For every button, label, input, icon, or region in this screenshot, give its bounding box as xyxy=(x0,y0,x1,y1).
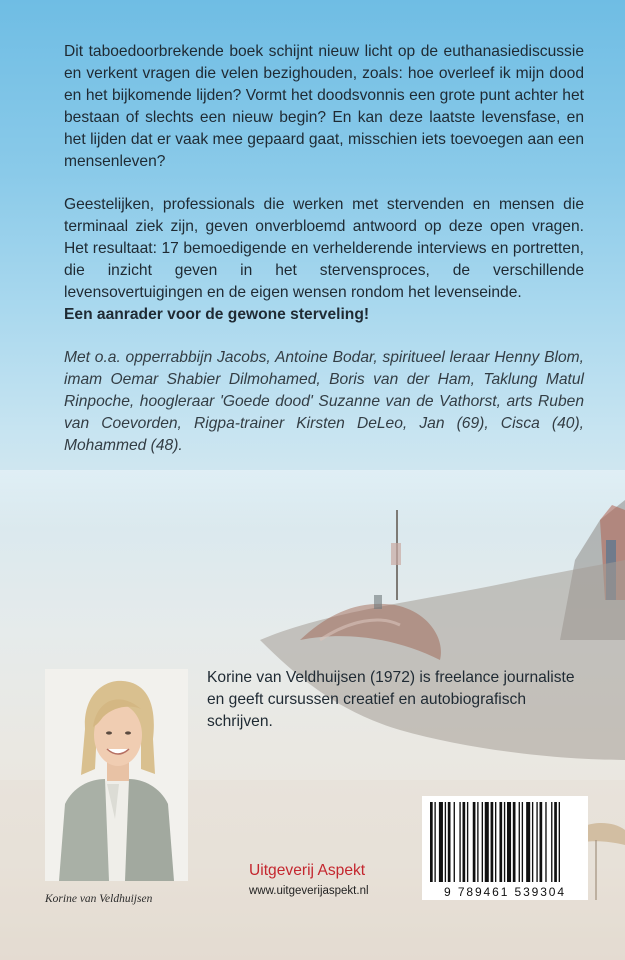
contributors-list: Met o.a. opperrabbijn Jacobs, Antoine Bodar, spiritueel leraar Henny Blom, imam Oemar Shabier Dilmohamed, Boris van der Ham, Taklung Matul Rinpoche, hoogleraar 'Goede dood' Suzanne van de Vathorst, arts Ruben van Coevorden, Rigpa-trainer Kirsten DeLeo, Jan (69), Cisca (40), Mohammed (48). xyxy=(64,349,584,454)
barcode-bars xyxy=(422,796,588,886)
publisher-website[interactable]: www.uitgeverijaspekt.nl xyxy=(249,885,369,897)
blurb-paragraph-interviews: Geestelijken, professionals die werken met stervenden en mensen die terminaal ziek zijn, geven onverbloemd antwoord op deze open vragen. Het resultaat: 17 bemoedigende en verhelderende interviews en portretten, die inzicht geven in het stervensproces, de verschillende levensovertuigingen en de eigen wensen rondom het levenseinde. xyxy=(64,196,584,301)
author-bio: Korine van Veldhuijsen (1972) is freelance journaliste en geeft cursussen creatief en autobiografisch schrijven. xyxy=(207,669,575,730)
isbn-barcode xyxy=(422,796,588,900)
isbn-number: 9 789461 539304 xyxy=(444,885,566,899)
blurb-paragraph-intro: Dit taboedoorbrekende boek schijnt nieuw licht op de euthanasiediscussie en verkent vragen die velen bezighouden, zoals: hoe overleef ik mijn dood en het bijkomende lijden? Vormt het doodsvonnis een grote punt achter het bestaan of slechts een nieuw begin? En kan deze laatste levensfase, en het lijden dat er vaak mee gepaard gaat, misschien iets toevoegen aan een mensenleven? xyxy=(64,43,584,170)
author-photo-caption: Korine van Veldhuijsen xyxy=(45,893,153,905)
recommendation-line: Een aanrader voor de gewone sterveling! xyxy=(64,306,370,323)
author-portrait-illustration xyxy=(45,669,188,881)
publisher-name: Uitgeverij Aspekt xyxy=(249,862,366,879)
author-photo xyxy=(45,669,188,881)
